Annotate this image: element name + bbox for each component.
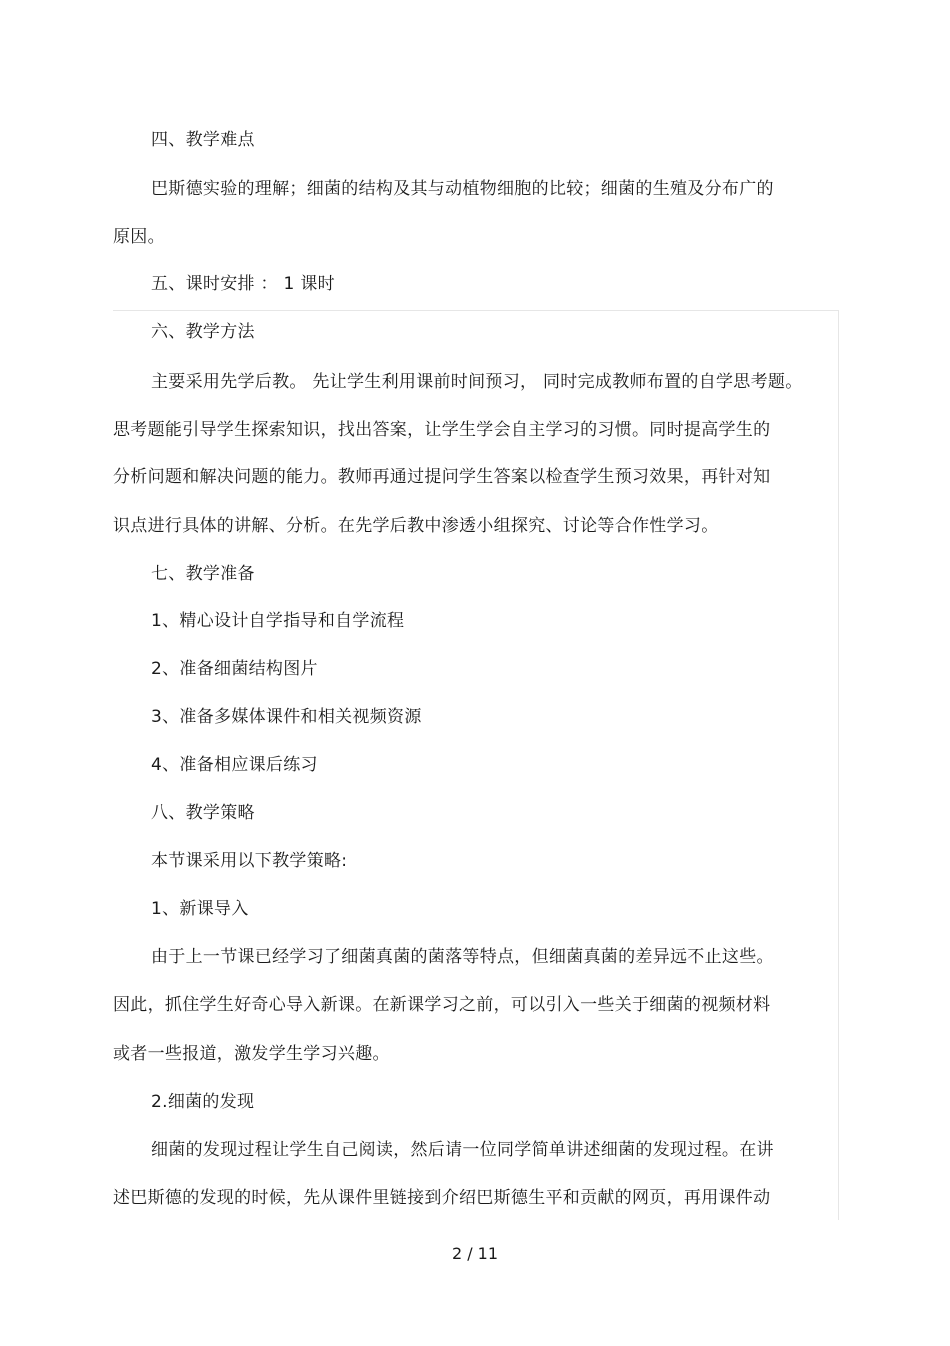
page-number: 2 / 11 — [451, 1244, 499, 1263]
paragraph-line: 由于上一节课已经学习了细菌真菌的菌落等特点，但细菌真菌的差异远不止这些。 — [151, 947, 774, 967]
paragraph-line: 因此，抓住学生好奇心导入新课。在新课学习之前，可以引入一些关于细菌的视频材料 — [113, 995, 771, 1015]
list-item: 4、准备相应课后练习 — [151, 755, 318, 775]
list-item: 3、准备多媒体课件和相关视频资源 — [151, 707, 422, 727]
paragraph-line: 巴斯德实验的理解；细菌的结构及其与动植物细胞的比较；细菌的生殖及分布广的 — [151, 179, 774, 199]
paragraph-line: 或者一些报道，激发学生学习兴趣。 — [113, 1044, 390, 1064]
section-heading-class-hours: 五、课时安排 ： 1 课时 — [151, 274, 335, 294]
section-heading-teaching-difficulties: 四、教学难点 — [151, 130, 255, 150]
paragraph-line: 主要采用先学后教。 先让学生利用课前时间预习， 同时完成教师布置的自学思考题。 — [151, 372, 803, 392]
subsection-heading: 1、新课导入 — [151, 899, 249, 919]
paragraph-line: 分析问题和解决问题的能力。教师再通过提问学生答案以检查学生预习效果，再针对知 — [113, 467, 771, 487]
section-heading-teaching-methods: 六、教学方法 — [151, 322, 255, 342]
paragraph-line: 原因。 — [113, 227, 165, 247]
subsection-heading: 2.细菌的发现 — [151, 1092, 255, 1112]
paragraph-line: 思考题能引导学生探索知识，找出答案，让学生学会自主学习的习惯。同时提高学生的 — [113, 420, 771, 440]
list-item: 1、精心设计自学指导和自学流程 — [151, 611, 405, 631]
paragraph-line: 本节课采用以下教学策略: — [151, 851, 348, 871]
paragraph-line: 述巴斯德的发现的时候，先从课件里链接到介绍巴斯德生平和贡献的网页，再用课件动 — [113, 1188, 771, 1208]
section-heading-teaching-preparation: 七、教学准备 — [151, 564, 255, 584]
section-heading-teaching-strategy: 八、教学策略 — [151, 803, 255, 823]
paragraph-line: 细菌的发现过程让学生自己阅读，然后请一位同学简单讲述细菌的发现过程。在讲 — [151, 1140, 774, 1160]
paragraph-line: 识点进行具体的讲解、分析。在先学后教中渗透小组探究、讨论等合作性学习。 — [113, 516, 719, 536]
list-item: 2、准备细菌结构图片 — [151, 659, 318, 679]
page-frame-top-border — [113, 310, 838, 311]
page-frame-right-border — [838, 310, 839, 1220]
